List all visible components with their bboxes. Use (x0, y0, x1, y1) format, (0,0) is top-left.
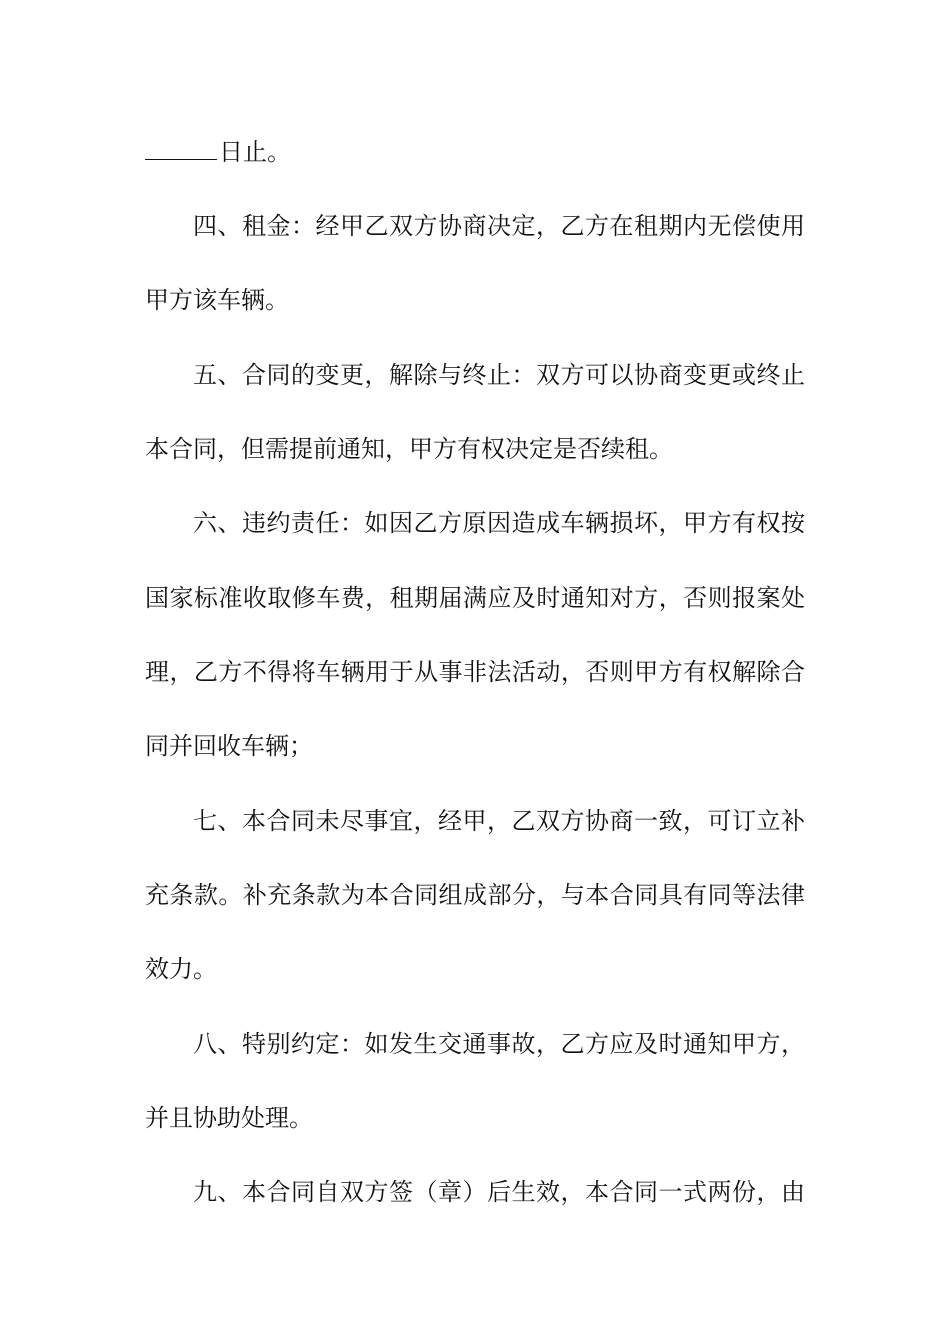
clause-6-liability-cont-1: 国家标准收取修车费，租期届满应及时通知对方，否则报案处 (145, 584, 805, 612)
clause-7-supplement-cont-1: 充条款。补充条款为本合同组成部分，与本合同具有同等法律 (145, 881, 805, 909)
clause-7-supplement-cont-2: 效力。 (145, 955, 217, 983)
clause-4-rent-cont: 甲方该车辆。 (145, 286, 289, 314)
clause-7-supplement: 七、本合同未尽事宜，经甲，乙双方协商一致，可订立补 (193, 807, 805, 835)
clause-8-special: 八、特别约定：如发生交通事故，乙方应及时通知甲方， (193, 1030, 805, 1058)
clause-9-effect: 九、本合同自双方签（章）后生效，本合同一式两份，由 (193, 1178, 805, 1206)
line-date-end: 日止。 (145, 137, 805, 167)
fill-in-blank (145, 137, 217, 160)
clause-6-liability-cont-3: 同并回收车辆； (145, 732, 313, 760)
clause-5-change: 五、合同的变更，解除与终止：双方可以协商变更或终止 (193, 361, 805, 389)
clause-6-liability: 六、违约责任：如因乙方原因造成车辆损坏，甲方有权按 (193, 509, 805, 537)
clause-4-rent: 四、租金：经甲乙双方协商决定，乙方在租期内无偿使用 (193, 212, 805, 240)
clause-5-change-cont: 本合同，但需提前通知，甲方有权决定是否续租。 (145, 435, 673, 463)
clause-6-liability-cont-2: 理，乙方不得将车辆用于从事非法活动，否则甲方有权解除合 (145, 658, 805, 686)
clause-8-special-cont: 并且协助处理。 (145, 1104, 313, 1132)
